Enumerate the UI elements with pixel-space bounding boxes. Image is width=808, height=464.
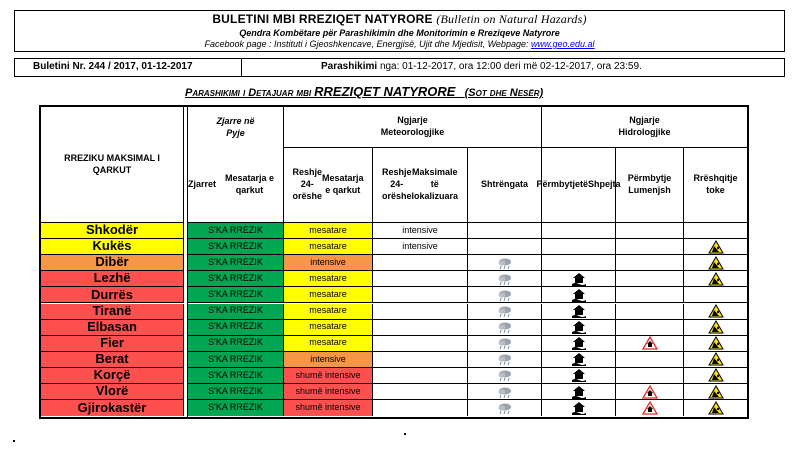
fire-risk-value: S'KA RREZIK [208,385,263,396]
rain-avg-cell [284,368,373,384]
rain-max-cell [373,384,468,400]
rain-max-sub-label: Maksimale të lokalizuara [411,167,459,201]
bulletin-info-bar [14,58,785,77]
fire-risk-value: S'KA RREZIK [208,321,263,332]
fire-risk-value: S'KA RREZIK [208,273,263,283]
rain-max-cell [373,287,468,303]
region-cell [41,239,184,255]
landslide-label: Rrëshqitje toke [693,173,738,195]
region-cell [41,271,184,287]
river-cell [616,368,684,384]
rain-avg-value: mesatare [309,289,347,300]
river-cell [616,384,684,400]
river-cell [616,271,684,287]
table-title [185,84,543,99]
table-title-prefix: Parashikimi i Detajuar mbi [185,87,312,99]
fire-label: Zjarret [188,179,217,190]
fire-risk-value: S'KA RREZIK [208,402,263,413]
river-flood-label: Përmbytje Lumenjsh [627,173,672,195]
forecast-label: Parashikimi [321,61,378,72]
info-bar-divider [241,59,242,76]
rain-avg-column-header [284,148,373,223]
rain-max-cell [373,304,468,320]
hydro-group-header [542,107,747,148]
flash-flood-house-icon [571,352,587,366]
fire-risk-cell [188,400,284,416]
rain-avg-cell [284,287,373,303]
river-cell [616,400,684,416]
rain-avg-cell [284,304,373,320]
region-name: Fier [100,334,124,350]
landslide-cell [684,287,747,303]
rain-max-cell [373,223,468,239]
rain-avg-value: mesatare [309,305,347,316]
meteo-group-header [284,107,542,148]
landslide-cell [684,239,747,255]
rain-max-cell [373,320,468,336]
flash-cell [542,352,616,368]
rain-avg-cell [284,384,373,400]
flash-flood-house-icon [571,272,587,286]
storm-cell [468,320,542,336]
meteo-group-label: Ngjarje Meteorologjike [380,115,445,137]
storm-cell [468,287,542,303]
flash-cell [542,304,616,320]
rain-max-cell [373,271,468,287]
rain-max-cell [373,368,468,384]
storm-cell [468,223,542,239]
forecast-period-line [321,61,642,72]
region-name: Korçë [93,367,131,382]
storm-cell [468,271,542,287]
table-title-main: RREZIQET NATYRORE [314,84,456,99]
flash-cell [542,320,616,336]
storm-cloud-icon [497,336,513,350]
rain-avg-cell [284,239,373,255]
region-cell [41,255,184,271]
landslide-warning-icon [708,240,724,254]
flash-cell [542,287,616,303]
storm-cell [468,304,542,320]
storm-label: Shtrëngata [480,179,528,190]
landslide-cell [684,368,747,384]
river-flood-warning-icon [642,336,658,350]
flash-cell [542,384,616,400]
header-subtitle: Qendra Kombëtare për Parashikimin dhe Monitorimin e Rreziqeve Natyrore [239,28,560,38]
flash-flood-column-header [536,148,621,223]
river-flood-warning-icon [642,401,658,415]
river-cell [616,320,684,336]
landslide-cell [684,304,747,320]
storm-cloud-icon [497,385,513,399]
fire-risk-value: S'KA RREZIK [208,337,263,348]
landslide-cell [684,271,747,287]
flash-flood-house-icon [571,401,587,415]
forest-fire-group-label: Zjarre në Pyje [216,115,255,138]
rain-avg-sub-label: Mesatarja e qarkut [322,173,364,195]
rain-max-cell [373,400,468,416]
rain-avg-value: shumë intensive [295,369,361,380]
flash-cell [542,400,616,416]
region-name: Durrës [91,286,133,302]
flash-cell [542,239,616,255]
fire-risk-value: S'KA RREZIK [208,305,263,316]
flash-flood-house-icon [571,304,587,318]
region-cell [41,400,184,416]
fire-risk-cell [188,320,284,336]
storm-cloud-icon [497,401,513,415]
storm-cell [468,400,542,416]
region-name: Vlorë [95,383,129,399]
storm-cell [468,352,542,368]
rain-avg-cell [284,271,373,287]
fire-risk-cell [188,255,284,271]
rain-avg-value: mesatare [309,321,347,332]
landslide-warning-icon [708,256,724,270]
fire-sub-label: Mesatarja e qarkut [224,173,275,195]
region-name: Lezhë [93,270,131,286]
webpage-link[interactable]: www.geo.edu.al [530,39,595,49]
river-cell [616,255,684,271]
landslide-warning-icon [708,401,724,415]
fire-risk-value: S'KA RREZIK [208,240,263,251]
region-name: Gjirokastër [77,399,147,415]
fire-risk-cell [188,287,284,303]
rain-avg-cell [284,320,373,336]
fire-risk-value: S'KA RREZIK [208,353,263,364]
storm-column-header [468,148,542,223]
rain-avg-cell [284,255,373,271]
rain-avg-value: mesatare [309,240,347,251]
region-name: Berat [95,350,129,366]
bulletin-header [14,10,785,52]
region-cell [41,304,184,320]
facebook-text: Facebook page : Instituti i Gjeoshkencave, Energjisë, Ujit dhe Mjedisit, Webpage: [204,39,529,49]
landslide-cell [684,336,747,352]
region-column-header [41,107,184,223]
table-title-suffix: (Sot dhe Nesër) [464,87,544,99]
fire-risk-cell [188,352,284,368]
region-cell [41,368,184,384]
flash-flood-sub-label: Shpejta [588,179,621,190]
rain-avg-value: mesatare [309,224,347,235]
landslide-warning-icon [708,336,724,350]
flash-cell [542,223,616,239]
flash-cell [542,255,616,271]
fire-risk-cell [188,223,284,239]
landslide-cell [684,223,747,239]
forest-fire-group-header [188,107,284,148]
region-cell [41,287,184,303]
landslide-cell [684,352,747,368]
forecast-period: nga: 01-12-2017, ora 12:00 deri më 02-12-2017, ora 23:59. [379,61,642,72]
fire-column-header [188,148,284,223]
fire-risk-cell [188,336,284,352]
landslide-cell [684,400,747,416]
region-name: Shkodër [85,222,138,238]
fire-risk-cell [188,239,284,255]
storm-cell [468,255,542,271]
rain-max-cell [373,255,468,271]
river-cell [616,239,684,255]
landslide-column-header [684,148,747,223]
rain-max-cell [373,239,468,255]
landslide-warning-icon [708,385,724,399]
landslide-warning-icon [708,320,724,334]
storm-cloud-icon [497,272,513,286]
rain-max-cell [373,352,468,368]
header-links [15,39,784,49]
flash-flood-mid-label: të [580,179,589,190]
region-header-label: RREZIKU MAKSIMAL I QARKUT [64,152,160,175]
river-cell [616,336,684,352]
river-cell [616,304,684,320]
hydro-group-label: Ngjarje Hidrologjike [618,115,671,137]
flash-flood-house-icon [571,288,587,302]
region-name: Kukës [92,238,132,254]
region-name: Tiranë [92,302,132,318]
fire-risk-cell [188,304,284,320]
landslide-warning-icon [708,304,724,318]
page-speck [13,440,15,442]
rain-avg-cell [284,400,373,416]
fire-risk-cell [188,368,284,384]
storm-cloud-icon [497,320,513,334]
rain-max-label: Reshje 24-orëshe [381,167,412,201]
rain-avg-cell [284,336,373,352]
rain-avg-value: shumë intensive [295,402,361,413]
rain-max-value: intensive [402,224,438,235]
rain-avg-value: shumë intensive [295,385,361,396]
flash-cell [542,336,616,352]
region-cell [41,336,184,352]
landslide-warning-icon [708,272,724,286]
bulletin-number: Buletini Nr. 244 / 2017, 01-12-2017 [33,61,193,72]
rain-avg-value: intensive [310,353,346,364]
region-name: Dibër [95,254,129,270]
storm-cloud-icon [497,288,513,302]
fire-risk-value: S'KA RREZIK [208,224,263,235]
storm-cell [468,336,542,352]
rain-avg-label: Reshje 24-orëshe [292,167,322,201]
region-name: Elbasan [87,318,137,334]
rain-max-value: intensive [402,240,438,251]
rain-max-cell [373,336,468,352]
storm-cloud-icon [497,256,513,270]
flash-cell [542,368,616,384]
storm-cloud-icon [497,304,513,318]
storm-cloud-icon [497,368,513,382]
landslide-cell [684,384,747,400]
rain-avg-value: intensive [310,256,346,267]
flash-flood-house-icon [571,368,587,382]
flash-flood-house-icon [571,336,587,350]
region-cell [41,320,184,336]
fire-risk-cell [188,384,284,400]
fire-risk-value: S'KA RREZIK [208,289,263,300]
region-cell [41,384,184,400]
header-title-line [15,12,784,27]
hazard-table [39,105,749,419]
rain-avg-cell [284,352,373,368]
river-cell [616,223,684,239]
storm-cell [468,239,542,255]
river-flood-column-header [616,148,684,223]
rain-max-column-header [373,148,468,223]
flash-flood-house-icon [571,385,587,399]
rain-avg-cell [284,223,373,239]
fire-risk-cell [188,271,284,287]
river-cell [616,352,684,368]
landslide-warning-icon [708,352,724,366]
landslide-cell [684,255,747,271]
region-cell [41,352,184,368]
landslide-cell [684,320,747,336]
region-cell [41,223,184,239]
bulletin-title-en: (Bulletin on Natural Hazards) [436,12,587,26]
rain-avg-value: mesatare [309,273,347,283]
rain-avg-value: mesatare [309,337,347,348]
flash-flood-label: Përmbytje [536,179,580,190]
river-cell [616,287,684,303]
flash-flood-house-icon [571,320,587,334]
storm-cell [468,368,542,384]
river-flood-warning-icon [642,385,658,399]
fire-risk-value: S'KA RREZIK [208,369,263,380]
storm-cloud-icon [497,352,513,366]
landslide-warning-icon [708,368,724,382]
flash-cell [542,271,616,287]
page-speck [404,433,406,435]
fire-risk-value: S'KA RREZIK [208,256,263,267]
bulletin-title: BULETINI MBI RREZIQET NATYRORE [212,12,433,26]
storm-cell [468,384,542,400]
